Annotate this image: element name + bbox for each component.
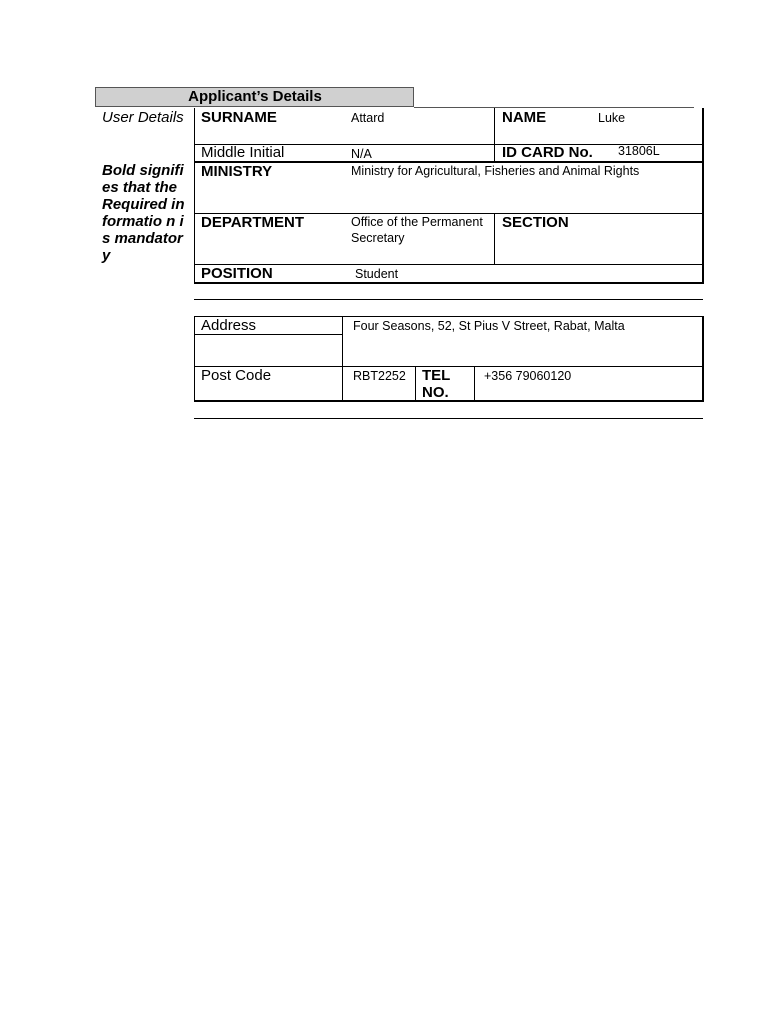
addr-line-label — [194, 334, 343, 335]
middle-initial-value[interactable]: N/A — [351, 147, 372, 161]
post-code-label: Post Code — [201, 367, 272, 384]
table-divider-v2 — [494, 213, 495, 265]
position-value[interactable]: Student — [355, 267, 399, 281]
table-border-left — [194, 108, 195, 284]
name-value[interactable]: Luke — [598, 111, 626, 125]
id-card-value[interactable]: 31806L — [618, 144, 660, 158]
address-value[interactable]: Four Seasons, 52, St Pius V Street, Rabat, Malta — [353, 319, 625, 333]
addr-divider-v3 — [474, 366, 475, 402]
separator-1 — [194, 299, 703, 300]
row-line-5 — [194, 282, 704, 284]
middle-initial-label: Middle Initial — [201, 144, 285, 161]
mandatory-note: Bold signifies that the Required informatio n is mandatory — [102, 162, 185, 264]
id-card-label: ID CARD No. — [502, 144, 593, 161]
position-label: POSITION — [201, 265, 273, 282]
name-label: NAME — [502, 109, 547, 126]
header-divider — [414, 107, 694, 108]
surname-value[interactable]: Attard — [351, 111, 385, 125]
table-divider-v1 — [494, 108, 495, 162]
surname-label: SURNAME — [201, 109, 277, 126]
addr-divider-v1 — [342, 316, 343, 402]
ministry-value[interactable]: Ministry for Agricultural, Fisheries and Animal Rights — [351, 164, 640, 178]
department-value[interactable]: Office of the Permanent Secretary — [351, 215, 483, 245]
separator-2 — [194, 418, 703, 419]
post-code-value[interactable]: RBT2252 — [353, 369, 406, 383]
addr-border-left — [194, 316, 195, 402]
user-details-label: User Details — [102, 109, 184, 126]
tel-value[interactable]: +356 79060120 — [484, 369, 572, 383]
tel-label: TEL NO. — [422, 367, 451, 401]
ministry-label: MINISTRY — [201, 163, 273, 180]
address-label: Address — [201, 317, 257, 334]
addr-border-right — [702, 316, 704, 402]
section-label: SECTION — [502, 214, 569, 231]
department-label: DEPARTMENT — [201, 214, 305, 231]
table-border-right — [702, 108, 704, 284]
addr-line-top — [194, 316, 704, 317]
section-title: Applicant’s Details — [188, 88, 322, 105]
addr-divider-v2 — [415, 366, 416, 402]
